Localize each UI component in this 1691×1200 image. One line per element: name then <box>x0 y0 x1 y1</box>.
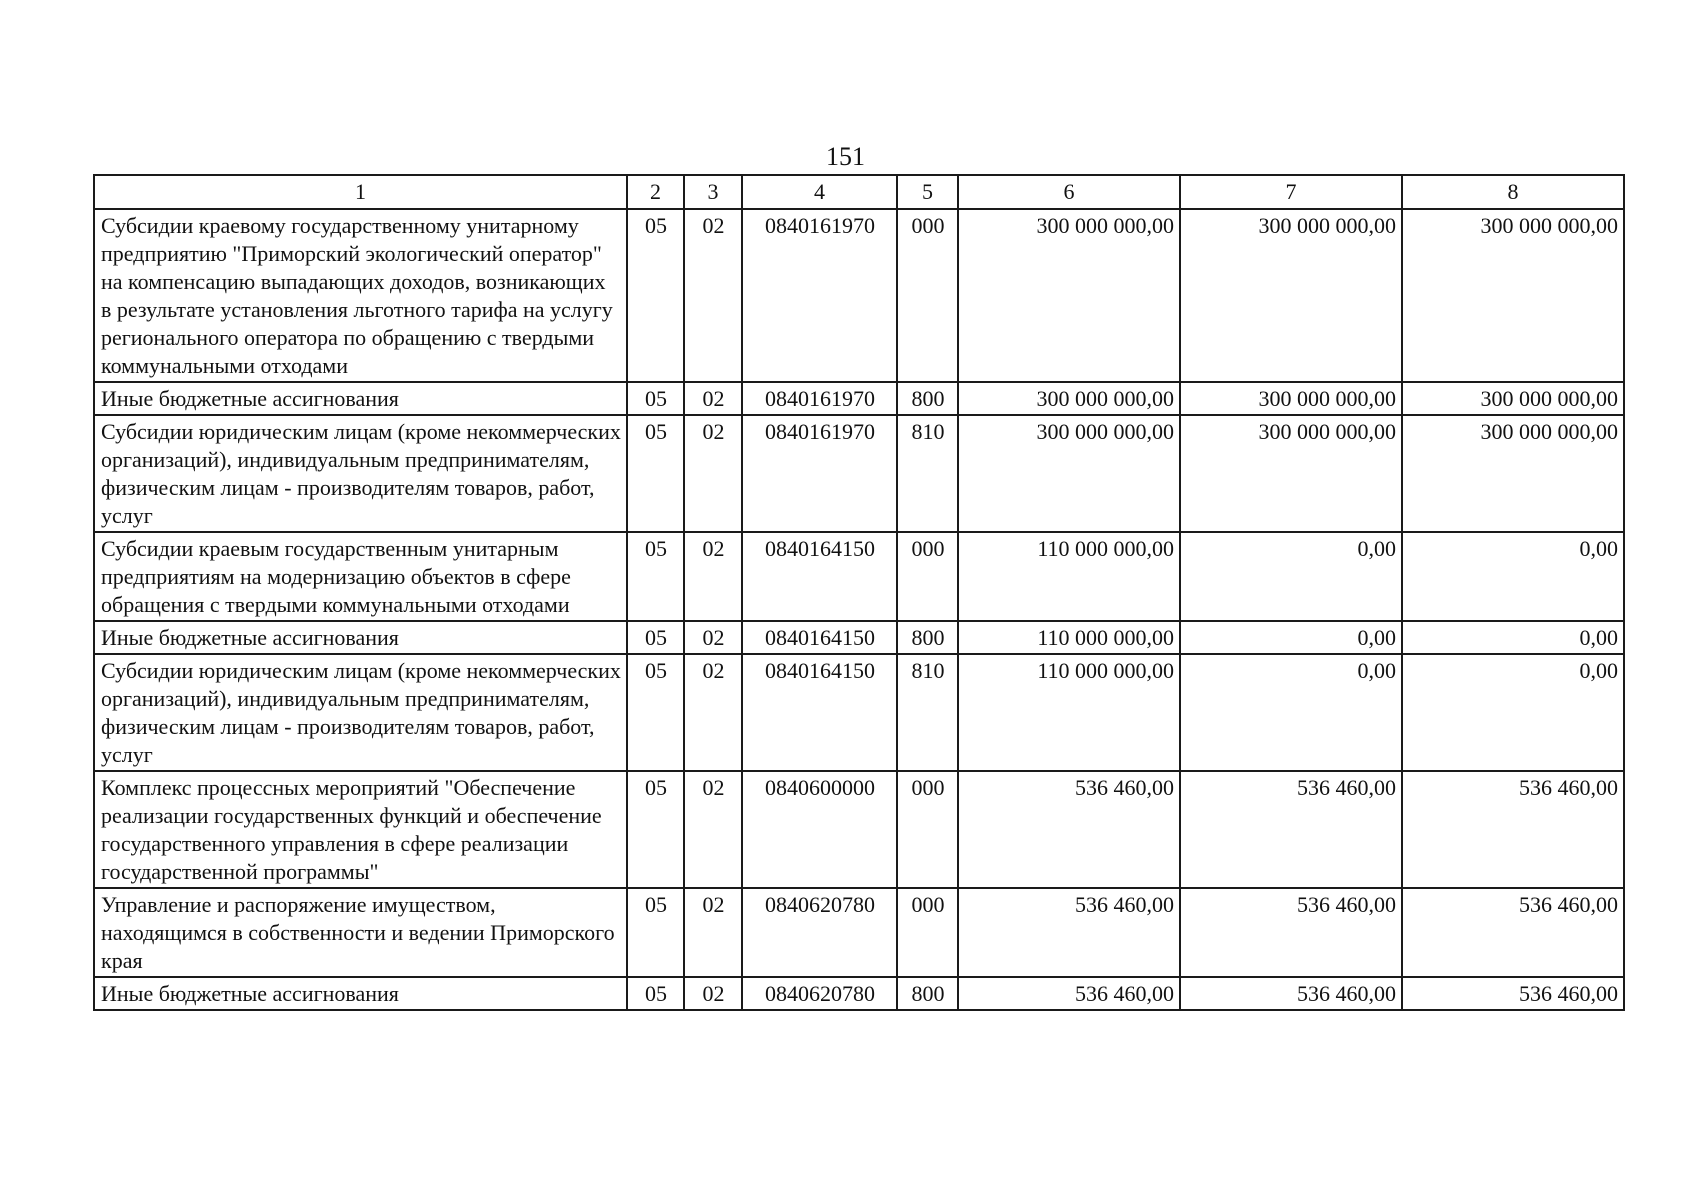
item-name: Субсидии юридическим лицам (кроме некоммерческих организаций), индивидуальным предпринимателям, физическим лицам - производителям товаров, работ, услуг <box>94 415 627 532</box>
amount-col-8: 300 000 000,00 <box>1402 382 1624 415</box>
section-code: 05 <box>627 888 684 977</box>
amount-col-8: 0,00 <box>1402 621 1624 654</box>
section-code: 05 <box>627 415 684 532</box>
target-article-code: 0840620780 <box>742 888 897 977</box>
table-row <box>94 977 1624 1010</box>
amount-col-7: 0,00 <box>1180 654 1402 771</box>
amount-col-6: 536 460,00 <box>958 977 1180 1010</box>
amount-col-7: 536 460,00 <box>1180 888 1402 977</box>
expense-type-code: 810 <box>897 654 958 771</box>
section-code: 05 <box>627 209 684 382</box>
amount-col-8: 300 000 000,00 <box>1402 415 1624 532</box>
table-header-row <box>94 175 1624 209</box>
amount-col-8: 300 000 000,00 <box>1402 209 1624 382</box>
column-header: 2 <box>627 175 684 209</box>
column-header: 5 <box>897 175 958 209</box>
target-article-code: 0840164150 <box>742 621 897 654</box>
expense-type-code: 000 <box>897 209 958 382</box>
section-code: 05 <box>627 532 684 621</box>
expense-type-code: 000 <box>897 888 958 977</box>
amount-col-6: 300 000 000,00 <box>958 415 1180 532</box>
item-name: Иные бюджетные ассигнования <box>94 977 627 1010</box>
subsection-code: 02 <box>684 771 742 888</box>
column-header: 6 <box>958 175 1180 209</box>
column-header: 4 <box>742 175 897 209</box>
expense-type-code: 800 <box>897 977 958 1010</box>
subsection-code: 02 <box>684 654 742 771</box>
amount-col-7: 0,00 <box>1180 532 1402 621</box>
amount-col-6: 300 000 000,00 <box>958 382 1180 415</box>
column-header: 1 <box>94 175 627 209</box>
subsection-code: 02 <box>684 977 742 1010</box>
section-code: 05 <box>627 382 684 415</box>
target-article-code: 0840161970 <box>742 209 897 382</box>
item-name: Иные бюджетные ассигнования <box>94 382 627 415</box>
item-name: Иные бюджетные ассигнования <box>94 621 627 654</box>
target-article-code: 0840161970 <box>742 415 897 532</box>
column-header: 3 <box>684 175 742 209</box>
target-article-code: 0840164150 <box>742 532 897 621</box>
target-article-code: 0840600000 <box>742 771 897 888</box>
item-name: Субсидии юридическим лицам (кроме некоммерческих организаций), индивидуальным предпринимателям, физическим лицам - производителям товаров, работ, услуг <box>94 654 627 771</box>
amount-col-8: 0,00 <box>1402 654 1624 771</box>
item-name: Управление и распоряжение имуществом, находящимся в собственности и ведении Приморского края <box>94 888 627 977</box>
subsection-code: 02 <box>684 382 742 415</box>
expense-type-code: 000 <box>897 532 958 621</box>
target-article-code: 0840161970 <box>742 382 897 415</box>
column-header: 8 <box>1402 175 1624 209</box>
amount-col-7: 300 000 000,00 <box>1180 415 1402 532</box>
expense-type-code: 800 <box>897 621 958 654</box>
section-code: 05 <box>627 654 684 771</box>
amount-col-8: 536 460,00 <box>1402 771 1624 888</box>
item-name: Субсидии краевому государственному унитарному предприятию "Приморский экологический оператор" на компенсацию выпадающих доходов, возникающих в результате установления льготного тарифа на услугу регионального оператора по обращению с твердыми коммунальными отходами <box>94 209 627 382</box>
section-code: 05 <box>627 977 684 1010</box>
target-article-code: 0840164150 <box>742 654 897 771</box>
table-body <box>94 209 1624 1010</box>
item-name: Комплекс процессных мероприятий "Обеспечение реализации государственных функций и обеспечение государственного управления в сфере реализации государственной программы" <box>94 771 627 888</box>
section-code: 05 <box>627 621 684 654</box>
table-row <box>94 209 1624 382</box>
amount-col-6: 110 000 000,00 <box>958 532 1180 621</box>
amount-col-8: 536 460,00 <box>1402 888 1624 977</box>
table-row <box>94 382 1624 415</box>
expense-type-code: 810 <box>897 415 958 532</box>
amount-col-6: 300 000 000,00 <box>958 209 1180 382</box>
table-row <box>94 771 1624 888</box>
subsection-code: 02 <box>684 415 742 532</box>
table-row <box>94 415 1624 532</box>
amount-col-7: 0,00 <box>1180 621 1402 654</box>
expense-type-code: 000 <box>897 771 958 888</box>
page-number: 151 <box>826 142 865 171</box>
budget-table <box>93 174 1625 1011</box>
amount-col-7: 300 000 000,00 <box>1180 382 1402 415</box>
column-header: 7 <box>1180 175 1402 209</box>
amount-col-6: 536 460,00 <box>958 771 1180 888</box>
amount-col-8: 0,00 <box>1402 532 1624 621</box>
section-code: 05 <box>627 771 684 888</box>
amount-col-7: 536 460,00 <box>1180 977 1402 1010</box>
amount-col-6: 110 000 000,00 <box>958 621 1180 654</box>
amount-col-7: 536 460,00 <box>1180 771 1402 888</box>
amount-col-8: 536 460,00 <box>1402 977 1624 1010</box>
subsection-code: 02 <box>684 888 742 977</box>
amount-col-7: 300 000 000,00 <box>1180 209 1402 382</box>
table-row <box>94 532 1624 621</box>
subsection-code: 02 <box>684 532 742 621</box>
amount-col-6: 536 460,00 <box>958 888 1180 977</box>
expense-type-code: 800 <box>897 382 958 415</box>
amount-col-6: 110 000 000,00 <box>958 654 1180 771</box>
subsection-code: 02 <box>684 209 742 382</box>
table-row <box>94 621 1624 654</box>
table-row <box>94 888 1624 977</box>
target-article-code: 0840620780 <box>742 977 897 1010</box>
item-name: Субсидии краевым государственным унитарным предприятиям на модернизацию объектов в сфере обращения с твердыми коммунальными отходами <box>94 532 627 621</box>
subsection-code: 02 <box>684 621 742 654</box>
table-row <box>94 654 1624 771</box>
